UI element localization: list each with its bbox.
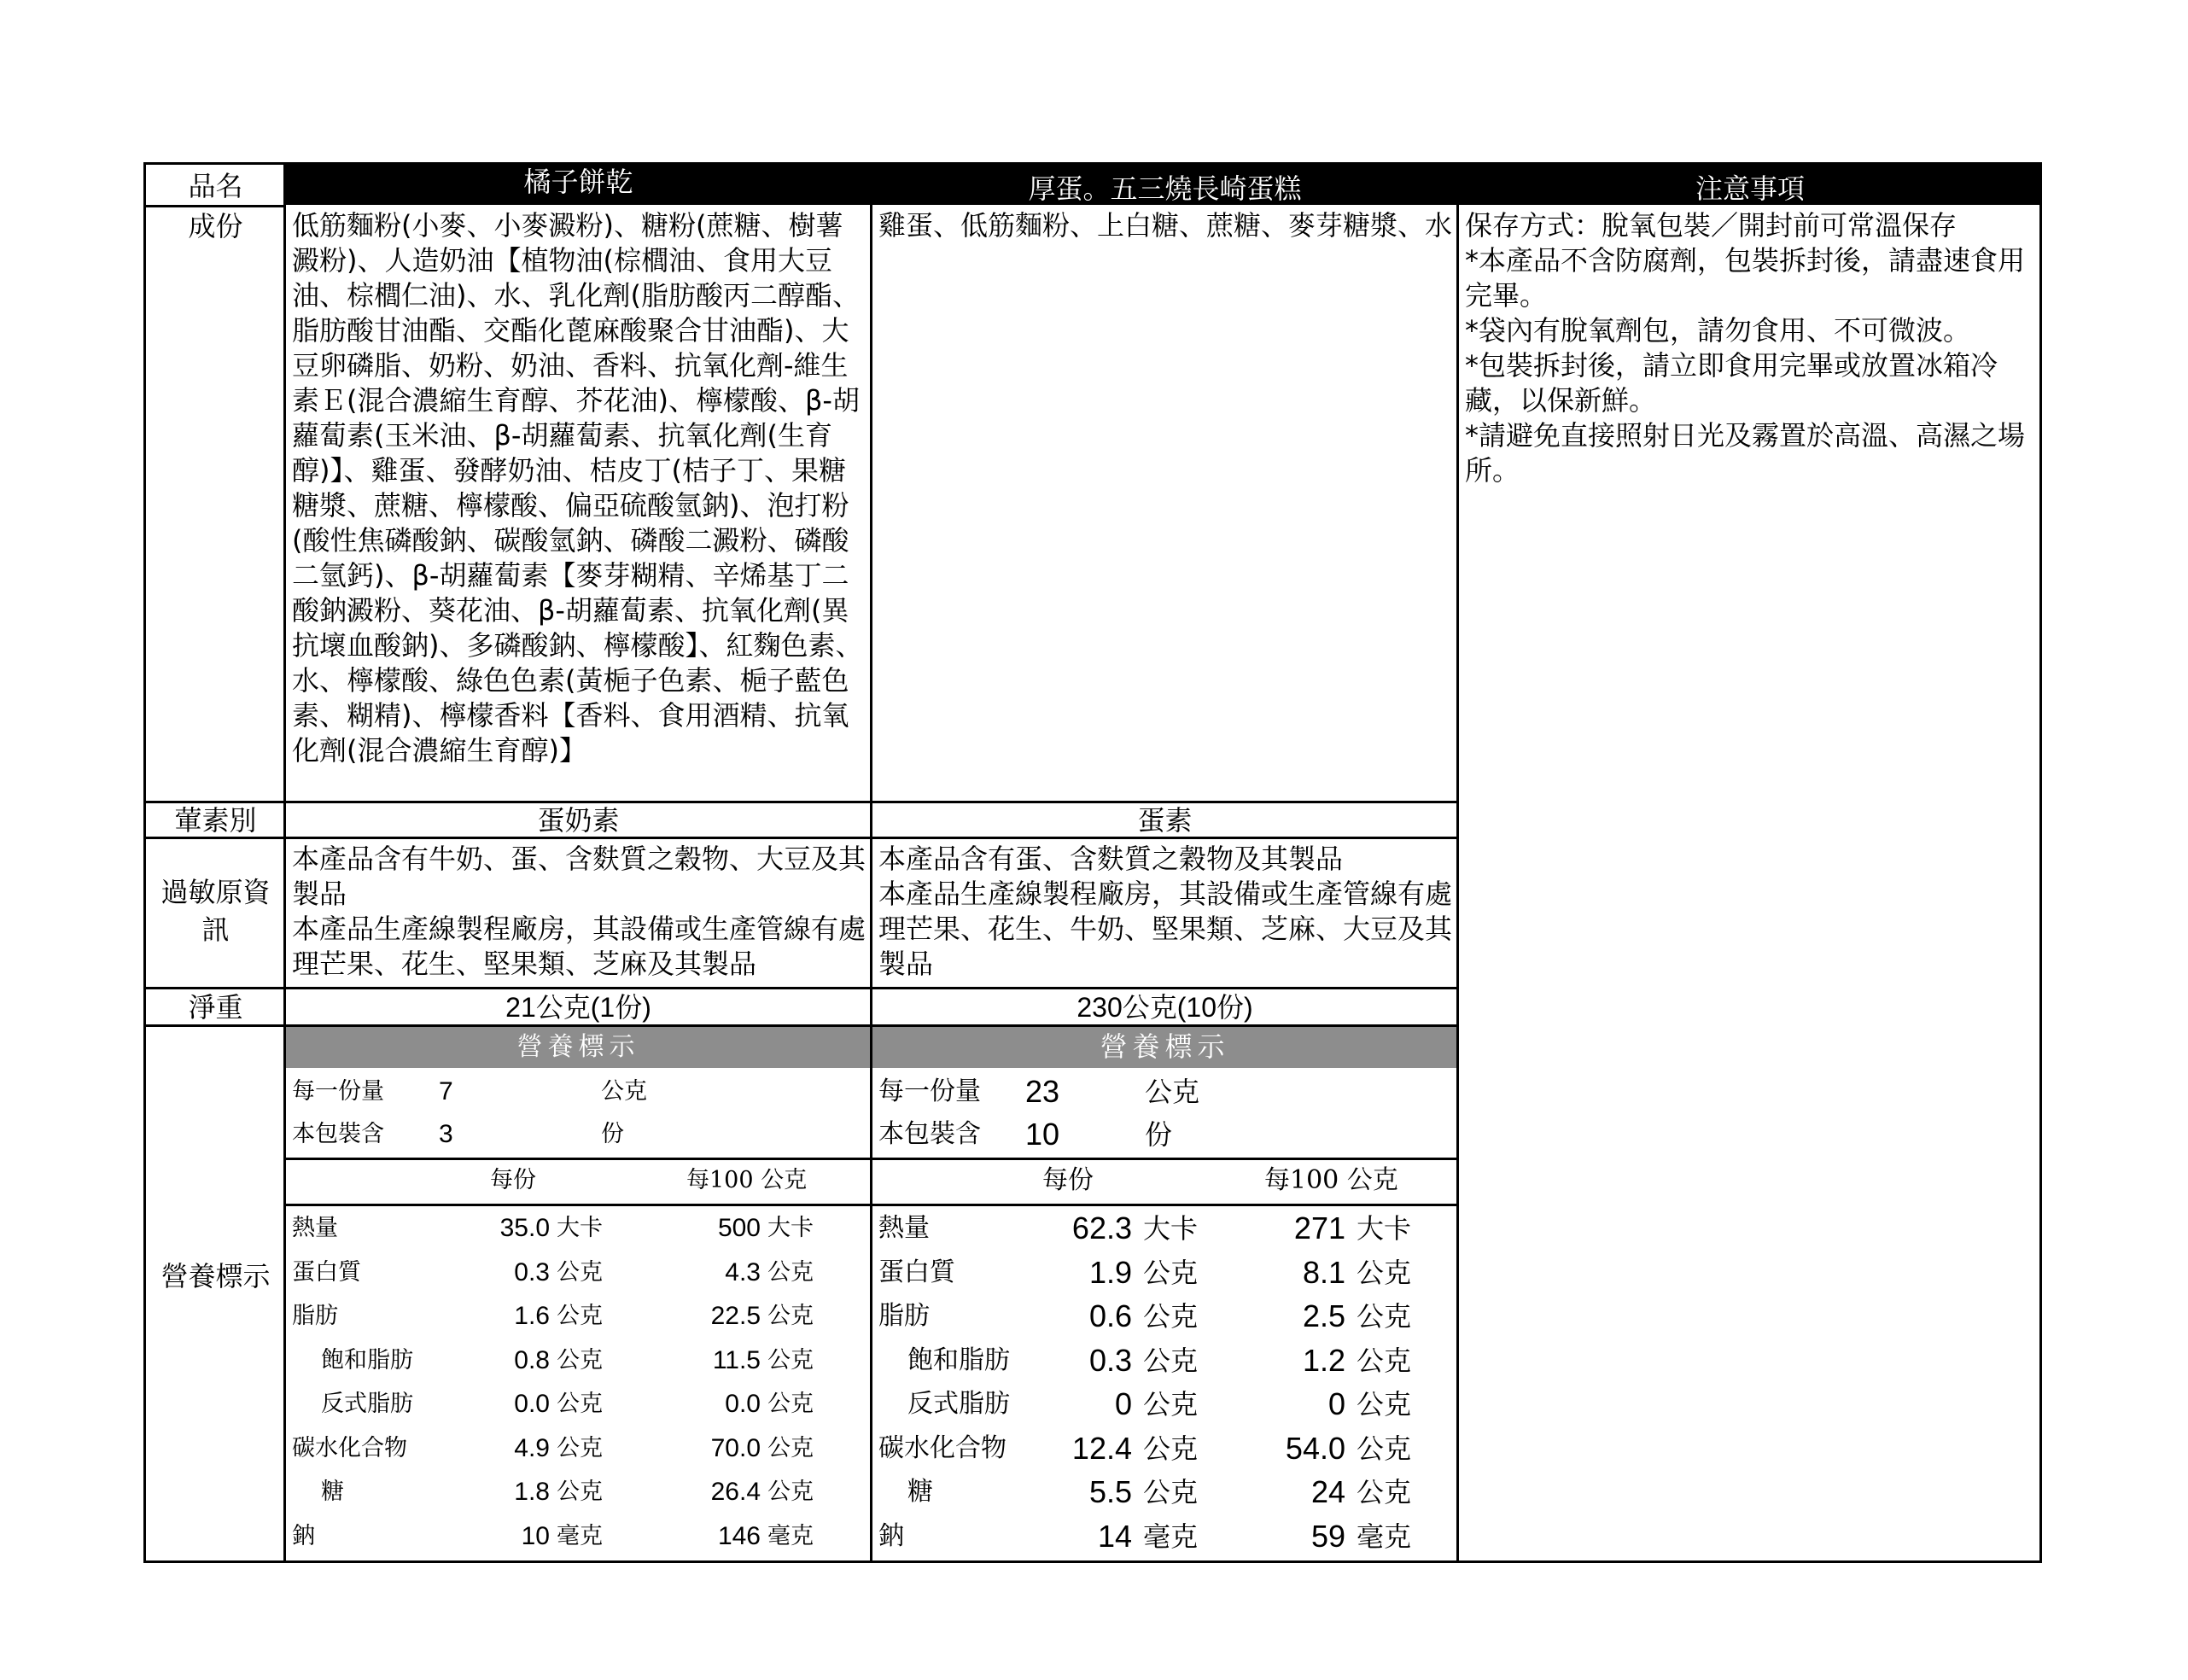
per-serving-unit: 公克 xyxy=(557,1391,603,1417)
per-serving-value: 62.3 xyxy=(1071,1210,1132,1245)
servings-label: 本包裝含 xyxy=(878,1119,981,1149)
per-100g-value: 59 xyxy=(1310,1518,1345,1554)
per-serving-unit: 公克 xyxy=(1143,1256,1199,1289)
vegetarian-label: 葷素別 xyxy=(174,804,257,837)
product-b-name: 厚蛋。五三燒長崎蛋糕 xyxy=(872,165,1458,205)
per-100g-value: 4.3 xyxy=(725,1257,761,1286)
servings-row xyxy=(285,1113,872,1156)
per-serving-unit: 大卡 xyxy=(1143,1212,1199,1245)
nutrient-name: 熱量 xyxy=(878,1213,930,1243)
nutrient-name: 蛋白質 xyxy=(292,1258,361,1286)
notes-body xyxy=(1458,205,2042,717)
nutrient-row xyxy=(285,1251,872,1294)
per-100g-unit: 公克 xyxy=(1357,1388,1412,1420)
nutrient-row xyxy=(872,1207,1458,1250)
nutrient-row xyxy=(285,1295,872,1338)
serving-size-unit: 公克 xyxy=(601,1078,647,1105)
ingredients-a: 低筋麵粉(小麥、小麥澱粉)、糖粉(蔗糖、樹薯澱粉)、人造奶油【植物油(棕櫚油、食用大豆油、棕櫚仁油)、水、乳化劑(脂肪酸丙二醇酯、脂肪酸甘油酯、交酯化蓖麻酸聚合甘油酯)、大豆卵磷脂、奶粉、奶油、香料、抗氧化劑-維生素Ｅ(混合濃縮生育醇、芥花油)、檸檬酸、β-胡蘿蔔素(玉米油、β-胡蘿蔔素、抗氧化劑(生育醇)】、雞蛋、發酵奶油、桔皮丁(桔子丁、果糖糖漿、蔗糖、檸檬酸、偏亞硫酸氫鈉)、泡打粉(酸性焦磷酸鈉、碳酸氫鈉、磷酸二澱粉、磷酸二氫鈣)、β-胡蘿蔔素【麥芽糊精、辛烯基丁二酸鈉澱粉、葵花油、β-胡蘿蔔素、抗氧化劑(異抗壞血酸鈉)、多磷酸鈉、檸檬酸】、紅麴色素、水、檸檬酸、綠色色素(黃梔子色素、梔子藍色素、糊精)、檸檬香料【香料、食用酒精、抗氧化劑(混合濃縮生育醇)】 xyxy=(292,209,863,767)
per-100g-value: 54.0 xyxy=(1285,1430,1345,1466)
per-serving-value: 4.9 xyxy=(514,1433,550,1462)
nutrient-row xyxy=(285,1471,872,1514)
vegetarian-a: 蛋奶素 xyxy=(537,804,620,837)
per-serving-value: 1.8 xyxy=(514,1478,550,1506)
per-serving-value: 1.9 xyxy=(1088,1254,1132,1290)
nutrient-name: 脂肪 xyxy=(878,1301,930,1331)
vegetarian-b: 蛋素 xyxy=(1137,804,1193,837)
column-header-row xyxy=(285,1159,872,1202)
per-serving-unit: 公克 xyxy=(1143,1388,1199,1420)
allergen-label-line: 訊 xyxy=(201,913,230,946)
per-100g-value: 8.1 xyxy=(1302,1254,1345,1290)
per-serving-unit: 公克 xyxy=(1143,1300,1199,1333)
per-serving-unit: 大卡 xyxy=(557,1215,603,1241)
col-per-serving: 每份 xyxy=(1042,1165,1094,1195)
per-100g-value: 26.4 xyxy=(710,1478,761,1506)
per-serving-unit: 公克 xyxy=(557,1346,603,1374)
per-serving-unit: 毫克 xyxy=(557,1522,603,1549)
allergen-a: 本產品含有牛奶、蛋、含麩質之穀物、大豆及其製品 本產品生產線製程廠房，其設備或生產管線有處理芒果、花生、堅果類、芝麻及其製品 xyxy=(292,843,866,980)
per-serving-unit: 公克 xyxy=(557,1303,603,1329)
per-100g-unit: 毫克 xyxy=(1357,1520,1412,1553)
nutrient-name: 脂肪 xyxy=(292,1303,338,1329)
per-100g-unit: 公克 xyxy=(767,1346,814,1374)
ingredients-b: 雞蛋、低筋麵粉、上白糖、蔗糖、麥芽糖漿、水 xyxy=(878,209,1453,242)
nutrient-name: 熱量 xyxy=(292,1215,338,1241)
nutrient-name: 糖 xyxy=(907,1477,933,1507)
nutrient-name: 鈉 xyxy=(878,1520,904,1551)
per-100g-unit: 公克 xyxy=(1357,1256,1412,1289)
per-serving-unit: 公克 xyxy=(557,1479,603,1505)
servings-label: 本包裝含 xyxy=(292,1121,384,1147)
serving-size-value: 7 xyxy=(439,1077,453,1105)
allergen-label-line: 過敏原資 xyxy=(160,876,271,908)
per-100g-unit: 公克 xyxy=(767,1303,814,1329)
nutrient-row xyxy=(872,1251,1458,1294)
grid-line xyxy=(146,987,1458,989)
net-weight-a: 21公克(1份) xyxy=(505,992,651,1023)
per-100g-unit: 公克 xyxy=(767,1391,814,1417)
nutrient-name: 反式脂肪 xyxy=(907,1389,1010,1419)
serving-size-unit: 公克 xyxy=(1145,1076,1200,1108)
per-100g-unit: 公克 xyxy=(767,1479,814,1505)
per-serving-value: 10 xyxy=(521,1521,550,1550)
col-per-100g: 每100 公克 xyxy=(1264,1165,1398,1195)
nutrient-row xyxy=(285,1427,872,1470)
per-100g-value: 146 xyxy=(717,1521,761,1550)
net-weight-b: 230公克(10份) xyxy=(1076,992,1253,1023)
note-line: *本產品不含防腐劑，包裝拆封後，請盡速食用完畢。 xyxy=(1465,244,2026,312)
grid-line xyxy=(1456,165,1459,1563)
nutrient-row xyxy=(285,1383,872,1426)
per-100g-value: 22.5 xyxy=(710,1302,761,1330)
per-100g-value: 0 xyxy=(1327,1386,1345,1421)
nutrient-row xyxy=(872,1515,1458,1558)
nutrient-row xyxy=(285,1207,872,1250)
per-serving-value: 0.3 xyxy=(514,1257,550,1286)
nutrition-panel-b xyxy=(872,1026,1458,1563)
per-100g-value: 70.0 xyxy=(710,1433,761,1462)
per-serving-value: 1.6 xyxy=(514,1302,550,1330)
grid-line xyxy=(146,837,1458,839)
notes-title: 注意事項 xyxy=(1458,165,2042,205)
nutrient-row xyxy=(872,1295,1458,1338)
nutrition-title-a: 營養標示 xyxy=(285,1026,872,1068)
divider xyxy=(285,1204,872,1206)
serving-size-value: 23 xyxy=(1025,1074,1060,1109)
per-serving-unit: 公克 xyxy=(1143,1476,1199,1508)
note-line: *請避免直接照射日光及霧置於高溫、高濕之場所。 xyxy=(1465,419,2026,487)
nutrient-name: 反式脂肪 xyxy=(321,1391,413,1417)
servings-unit: 份 xyxy=(601,1121,624,1147)
col-per-serving: 每份 xyxy=(490,1167,536,1193)
per-100g-unit: 公克 xyxy=(1357,1300,1412,1333)
per-serving-unit: 公克 xyxy=(1143,1344,1199,1377)
nutrient-row xyxy=(872,1383,1458,1426)
per-100g-unit: 公克 xyxy=(1357,1432,1412,1465)
serving-size-row xyxy=(285,1070,872,1113)
note-line: *袋內有脫氧劑包，請勿食用、不可微波。 xyxy=(1465,314,1971,347)
per-serving-value: 35.0 xyxy=(499,1214,550,1242)
nutrition-title-b: 營養標示 xyxy=(872,1026,1458,1068)
allergen-label xyxy=(146,873,285,948)
servings-value: 10 xyxy=(1025,1117,1060,1152)
servings-row xyxy=(872,1113,1458,1156)
per-100g-value: 2.5 xyxy=(1302,1298,1345,1333)
net-weight-label: 淨重 xyxy=(188,991,243,1024)
nutrient-name: 糖 xyxy=(321,1479,344,1505)
per-100g-unit: 大卡 xyxy=(767,1215,814,1241)
nutrient-row xyxy=(872,1471,1458,1514)
servings-unit: 份 xyxy=(1145,1118,1173,1151)
nutrient-name: 飽和脂肪 xyxy=(321,1346,413,1374)
note-line: 保存方式：脫氧包裝／開封前可常溫保存 xyxy=(1465,209,1958,242)
grid-line xyxy=(283,165,286,1563)
servings-value: 3 xyxy=(439,1120,453,1148)
product-a-name: 橘子餅乾 xyxy=(285,165,872,205)
nutrient-row xyxy=(872,1339,1458,1382)
grid-line xyxy=(146,801,1458,803)
per-serving-value: 0.0 xyxy=(514,1390,550,1418)
serving-size-label: 每一份量 xyxy=(878,1076,981,1106)
per-100g-value: 271 xyxy=(1293,1210,1345,1245)
nutrient-row xyxy=(285,1515,872,1558)
product-name-label: 品名 xyxy=(188,170,243,202)
per-serving-value: 0.6 xyxy=(1088,1298,1132,1333)
per-100g-value: 11.5 xyxy=(712,1345,761,1374)
column-header-row xyxy=(872,1159,1458,1202)
nutrient-name: 飽和脂肪 xyxy=(907,1345,1010,1375)
per-100g-value: 24 xyxy=(1310,1474,1345,1509)
nutrient-name: 碳水化合物 xyxy=(878,1432,1006,1463)
per-100g-unit: 大卡 xyxy=(1357,1212,1412,1245)
per-100g-value: 1.2 xyxy=(1302,1342,1345,1378)
grid-line xyxy=(146,205,285,207)
nutrient-name: 碳水化合物 xyxy=(292,1434,407,1461)
per-serving-value: 12.4 xyxy=(1071,1430,1132,1466)
nutrient-row xyxy=(872,1427,1458,1470)
per-100g-unit: 公克 xyxy=(767,1434,814,1461)
col-per-100g: 每100 公克 xyxy=(686,1167,808,1193)
allergen-b: 本產品含有蛋、含麩質之穀物及其製品 本產品生產線製程廠房，其設備或生產管線有處理芒果、花生、牛奶、堅果類、芝麻、大豆及其製品 xyxy=(878,843,1453,980)
per-100g-value: 0.0 xyxy=(725,1390,761,1418)
note-line: *包裝拆封後，請立即食用完畢或放置冰箱冷藏，以保新鮮。 xyxy=(1465,349,1998,417)
nutrient-row xyxy=(285,1339,872,1382)
per-serving-value: 0.3 xyxy=(1088,1342,1132,1378)
nutrient-name: 鈉 xyxy=(292,1522,315,1549)
per-serving-unit: 公克 xyxy=(557,1258,603,1286)
nutrient-name: 蛋白質 xyxy=(878,1257,955,1287)
per-100g-unit: 公克 xyxy=(1357,1476,1412,1508)
per-serving-unit: 公克 xyxy=(557,1434,603,1461)
per-serving-unit: 公克 xyxy=(1143,1432,1199,1465)
per-serving-value: 0 xyxy=(1114,1386,1132,1421)
grid-line xyxy=(146,1024,1458,1027)
product-info-table xyxy=(143,162,2042,1563)
per-serving-value: 0.8 xyxy=(514,1345,550,1374)
per-serving-unit: 毫克 xyxy=(1143,1520,1199,1553)
nutrition-label: 營養標示 xyxy=(160,1260,271,1292)
divider xyxy=(872,1204,1458,1206)
per-100g-unit: 毫克 xyxy=(767,1522,814,1549)
per-100g-value: 500 xyxy=(717,1214,761,1242)
grid-line xyxy=(870,205,872,1563)
per-100g-unit: 公克 xyxy=(1357,1344,1412,1377)
per-serving-value: 14 xyxy=(1097,1518,1132,1554)
per-100g-unit: 公克 xyxy=(767,1258,814,1286)
per-serving-value: 5.5 xyxy=(1088,1474,1132,1509)
serving-size-row xyxy=(872,1070,1458,1113)
serving-size-label: 每一份量 xyxy=(292,1078,384,1105)
ingredients-label: 成份 xyxy=(188,210,243,242)
nutrition-panel-a xyxy=(285,1026,872,1563)
